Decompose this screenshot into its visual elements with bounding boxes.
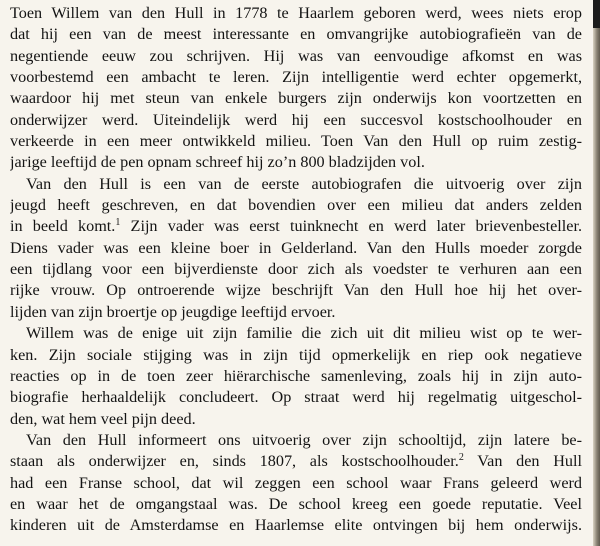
text-line: Van den Hull is een van de eerste autobiografen die uitvoerig over zijn [26, 174, 582, 193]
text-line [10, 216, 582, 237]
text-line: Diens vader was een kleine boer in Gelderland. Van den Hulls moeder zorgde [10, 238, 582, 257]
text-line: onderwijzer werd. Uiteindelijk werd hij een succesvol kostschoolhouder en [10, 110, 582, 129]
text-line: en waar het de omgangstaal was. De school kreeg een goede reputatie. Veel [10, 494, 582, 513]
text-line: lijden van zijn broertje op jeugdige leeftijd ervoer. [10, 302, 336, 321]
text-line: waardoor hij met steun van enkele burgers zijn onderwijs kon voortzetten en [10, 89, 582, 108]
text-segment: Zijn vader was eerst tuinknecht en werd later brievenbesteller. [120, 217, 582, 236]
text-line: kinderen uit de Amsterdamse en Haarlemse elite ontvingen bij hem onderwijs. [10, 516, 582, 535]
text-line: biografie herhaaldelijk concludeert. Op straat werd hij regelmatig uitgeschol- [10, 388, 582, 407]
text-line: een tijdlang voor een bijverdienste door zich als voedster te verhuren aan een [10, 260, 582, 279]
text-line: verkeerde in een meer ontwikkeld milieu. Toen Van den Hull op ruim zestig- [10, 132, 582, 151]
text-line [10, 451, 582, 472]
text-line: Van den Hull informeert ons uitvoerig over zijn schooltijd, zijn latere be- [26, 430, 582, 449]
text-line: Willem was de enige uit zijn familie die zich uit dit milieu wist op te wer- [26, 324, 582, 343]
text-line: negentiende eeuw zou schrijven. Hij was van eenvoudige afkomst en was [10, 46, 582, 65]
text-segment: staan als onderwijzer en, sinds 1807, als kostschoolhouder. [10, 452, 459, 471]
text-segment: in beeld komt. [10, 217, 116, 236]
text-line: den, wat hem veel pijn deed. [10, 409, 196, 428]
text-line: jarige leeftijd de pen opnam schreef hij zo’n 800 bladzijden vol. [10, 153, 425, 172]
body-text [10, 3, 582, 537]
text-line: dat hij een van de meest interessante en omvangrijke autobiografieën van de [10, 25, 582, 44]
text-line: rijke vrouw. Op ontroerende wijze beschrijft Van den Hull hoe hij het over- [10, 281, 582, 300]
footnote-marker: 1 [115, 217, 121, 229]
page-corner-shadow [593, 0, 600, 28]
text-segment: Van den Hull [463, 452, 582, 471]
text-line: had een Franse school, dat wil zeggen een school waar Frans geleerd werd [10, 473, 582, 492]
text-line: Toen Willem van den Hull in 1778 te Haarlem geboren werd, wees niets erop [10, 4, 582, 22]
page-edge-shadow [593, 0, 600, 546]
text-line: voorbestemd een ambacht te leren. Zijn intelligentie werd echter opgemerkt, [10, 68, 582, 87]
text-line: jeugd heeft geschreven, en dat bovendien over een milieu dat anders zelden [10, 196, 582, 215]
footnote-marker: 2 [458, 452, 464, 464]
text-line: ken. Zijn sociale stijging was in zijn tijd opmerkelijk en riep ook negatieve [10, 345, 582, 364]
text-line: reacties op in de toen zeer hiërarchische samenleving, zoals hij in zijn auto- [10, 366, 582, 385]
